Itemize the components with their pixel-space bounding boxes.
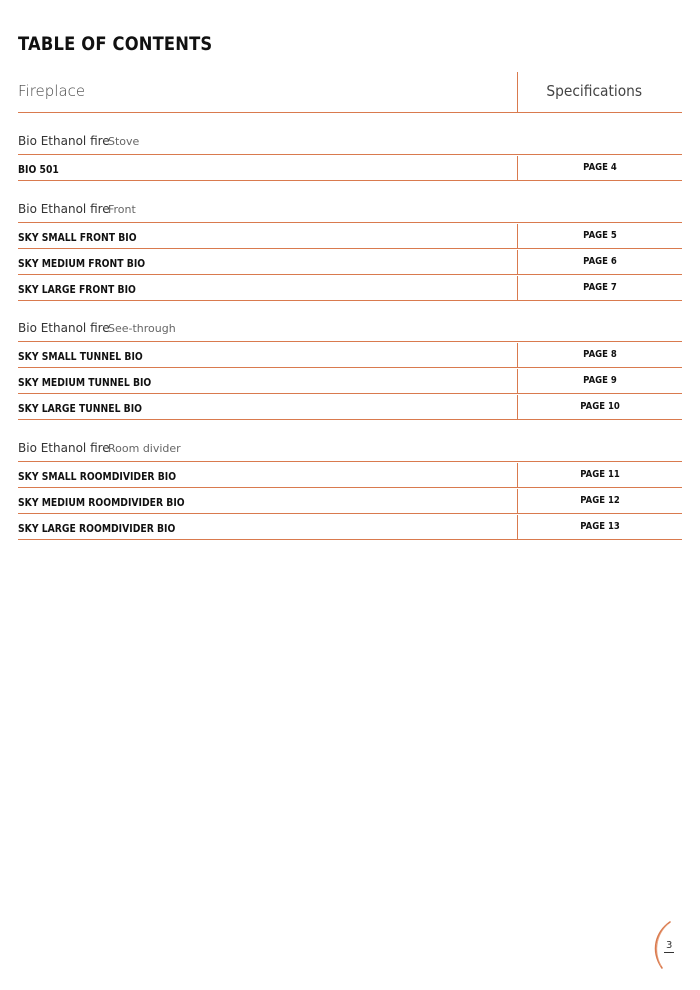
- page-reference[interactable]: PAGE 4: [583, 162, 617, 173]
- row-divider: [517, 395, 518, 419]
- product-name[interactable]: SKY MEDIUM TUNNEL BIO: [18, 376, 152, 389]
- row-divider: [517, 224, 518, 248]
- toc-row[interactable]: [18, 514, 682, 540]
- toc-row[interactable]: [18, 249, 682, 275]
- page-reference[interactable]: PAGE 7: [583, 282, 617, 293]
- page-reference[interactable]: PAGE 6: [583, 256, 617, 267]
- row-divider: [517, 156, 518, 180]
- row-divider: [517, 276, 518, 300]
- section-see-through: [18, 315, 682, 420]
- row-divider: [517, 369, 518, 393]
- page-number: 3: [666, 940, 673, 951]
- page-reference[interactable]: PAGE 13: [580, 521, 620, 532]
- toc-header: [18, 72, 682, 113]
- toc-row[interactable]: [18, 342, 682, 368]
- row-divider: [517, 489, 518, 513]
- product-name[interactable]: SKY MEDIUM ROOMDIVIDER BIO: [18, 496, 185, 509]
- page-reference[interactable]: PAGE 12: [580, 495, 620, 506]
- section-header: [18, 435, 682, 462]
- section-title: Bio Ethanol fire: [18, 134, 110, 148]
- header-divider: [517, 72, 518, 112]
- section-subtitle: Room divider: [108, 442, 181, 455]
- product-name[interactable]: SKY SMALL FRONT BIO: [18, 231, 137, 244]
- section-title: Bio Ethanol fire: [18, 321, 110, 335]
- product-name[interactable]: SKY SMALL TUNNEL BIO: [18, 350, 143, 363]
- page-reference[interactable]: PAGE 11: [580, 469, 620, 480]
- section-header: [18, 196, 682, 223]
- toc-row[interactable]: [18, 462, 682, 488]
- page-reference[interactable]: PAGE 8: [583, 349, 617, 360]
- section-title: Bio Ethanol fire: [18, 441, 110, 455]
- header-fireplace: Fireplace: [18, 82, 86, 100]
- section-header: [18, 315, 682, 342]
- product-name[interactable]: SKY MEDIUM FRONT BIO: [18, 257, 146, 270]
- section-front: [18, 196, 682, 301]
- row-divider: [517, 343, 518, 367]
- section-subtitle: Stove: [108, 135, 140, 148]
- page-reference[interactable]: PAGE 9: [583, 375, 617, 386]
- section-stove: [18, 128, 682, 181]
- section-header: [18, 128, 682, 155]
- product-name[interactable]: SKY SMALL ROOMDIVIDER BIO: [18, 470, 177, 483]
- header-specifications: Specifications: [546, 82, 642, 100]
- product-name[interactable]: BIO 501: [18, 163, 59, 176]
- toc-row[interactable]: [18, 275, 682, 301]
- toc-row[interactable]: [18, 223, 682, 249]
- section-title: Bio Ethanol fire: [18, 202, 110, 216]
- product-name[interactable]: SKY LARGE TUNNEL BIO: [18, 402, 143, 415]
- section-room-divider: [18, 435, 682, 540]
- toc-row[interactable]: [18, 394, 682, 420]
- page-reference[interactable]: PAGE 5: [583, 230, 617, 241]
- row-divider: [517, 463, 518, 487]
- toc-row[interactable]: [18, 155, 682, 181]
- toc-row[interactable]: [18, 488, 682, 514]
- product-name[interactable]: SKY LARGE ROOMDIVIDER BIO: [18, 522, 176, 535]
- toc-row[interactable]: [18, 368, 682, 394]
- section-subtitle: Front: [108, 203, 136, 216]
- row-divider: [517, 250, 518, 274]
- section-subtitle: See-through: [108, 322, 176, 335]
- row-divider: [517, 515, 518, 539]
- product-name[interactable]: SKY LARGE FRONT BIO: [18, 283, 136, 296]
- page-title: TABLE OF CONTENTS: [18, 33, 213, 55]
- page-reference[interactable]: PAGE 10: [580, 401, 620, 412]
